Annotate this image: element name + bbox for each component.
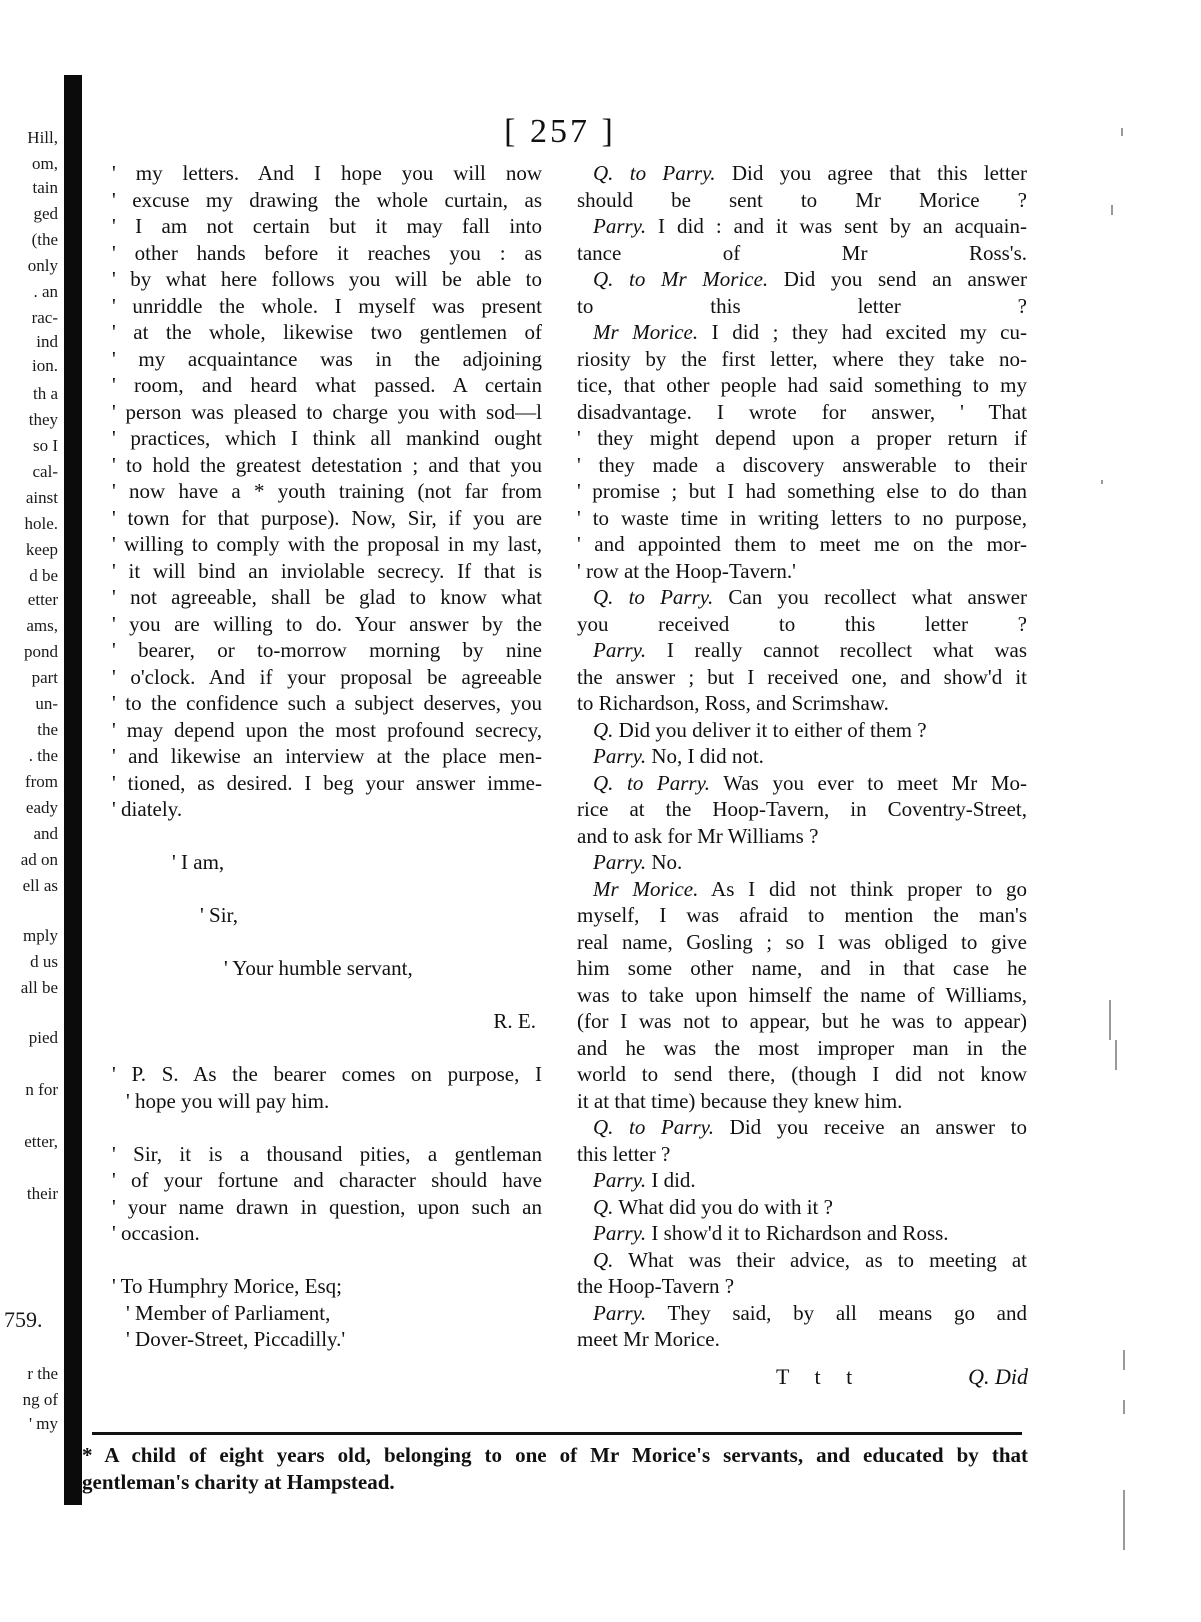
dialogue-text: (for I was not to appear, but he was to appear)	[577, 1009, 1027, 1033]
spacer	[112, 982, 542, 1009]
closing-sir: ' Sir,	[200, 903, 238, 927]
footnote-line: * A child of eight years old, belonging to one of Mr Morice's servants, and educated by that	[82, 1443, 1028, 1467]
dialogue-line	[577, 982, 1027, 1009]
letter-line: ' my acquaintance was in the adjoining	[112, 346, 542, 371]
bleed-text-line: ged	[33, 204, 58, 223]
bleed-text-line: om,	[32, 154, 58, 173]
dialogue-line	[577, 743, 1027, 770]
bleed-text-line: d us	[30, 952, 58, 971]
scan-mark	[1111, 205, 1113, 215]
bleed-text-line: keep	[25, 540, 58, 559]
bleed-text-line: pied	[28, 1028, 58, 1047]
letter-line: ' now have a * youth training (not far from	[112, 479, 542, 503]
bleed-text-line: 759.	[4, 1310, 43, 1330]
letter-line: ' of your fortune and character should have	[112, 1168, 542, 1192]
dialogue-text: I did ; they had excited my cu-	[698, 320, 1028, 344]
speaker-label: Parry.	[593, 850, 647, 874]
letter-paragraph	[112, 160, 542, 823]
dialogue-line	[577, 929, 1027, 956]
bleed-text-line: . an	[33, 282, 58, 301]
dialogue-line	[577, 1220, 1027, 1247]
dialogue-line	[577, 1088, 1027, 1115]
speaker-label: Q. to Parry.	[593, 161, 716, 185]
speaker-label: Parry.	[593, 744, 647, 768]
dialogue-text: and he was the most improper man in the	[577, 1035, 1027, 1060]
letter-line: ' diately.	[112, 797, 183, 821]
dialogue-line	[577, 319, 1027, 346]
footnote-rule	[92, 1432, 1022, 1435]
dialogue-line	[577, 531, 1027, 558]
letter-line: ' o'clock. And if your proposal be agreeable	[112, 664, 542, 689]
dialogue-text: Did you send an answer	[768, 267, 1027, 291]
letter-line: ' excuse my drawing the whole curtain, as	[112, 187, 542, 212]
scan-mark	[1121, 128, 1123, 136]
speaker-label: Q. to Mr Morice.	[593, 267, 769, 291]
bleed-text-line: ' my	[28, 1414, 58, 1433]
catchline	[776, 1364, 1028, 1394]
bleed-text-line: all be	[20, 978, 58, 997]
dialogue-line	[577, 1167, 1027, 1194]
postscript-line: ' P. S. As the bearer comes on purpose, I	[112, 1062, 542, 1086]
dialogue-line	[577, 637, 1027, 664]
dialogue-line	[577, 478, 1027, 505]
binding-spine-shadow	[64, 75, 82, 1505]
dialogue-text: What was their advice, as to meeting at	[613, 1247, 1027, 1272]
dialogue-line	[577, 717, 1027, 744]
bleed-text-line: and	[33, 824, 58, 843]
bleed-text-line: d be	[29, 566, 58, 585]
scan-mark	[1123, 1400, 1125, 1414]
dialogue-line	[577, 1326, 1027, 1353]
dialogue-line	[577, 876, 1027, 903]
address-line: ' Member of Parliament,	[126, 1300, 331, 1325]
bleed-text-line: hole.	[24, 514, 58, 533]
closing-servant: ' Your humble servant,	[224, 956, 413, 980]
letter-line: ' my letters. And I hope you will now	[112, 161, 542, 185]
letter-line: ' to the confidence such a subject deserves, you	[112, 691, 542, 715]
dialogue-text: Did you agree that this letter	[715, 161, 1027, 185]
signature: R. E.	[493, 1009, 536, 1033]
bleed-text-line: etter,	[24, 1132, 58, 1151]
dialogue-line	[577, 1300, 1027, 1327]
bleed-text-line: pond	[24, 642, 58, 661]
letter-line: ' Sir, it is a thousand pities, a gentleman	[112, 1141, 542, 1166]
spacer	[112, 1035, 542, 1062]
letter-line: ' you are willing to do. Your answer by the	[112, 611, 542, 636]
dialogue-text: tance of Mr Ross's.	[577, 240, 1027, 265]
dialogue-line	[577, 399, 1027, 426]
letter-line: ' your name drawn in question, upon such an	[112, 1194, 542, 1219]
dialogue-text: As I did not think proper to go	[698, 876, 1027, 901]
dialogue-text: riosity by the first letter, where they take no-	[577, 346, 1027, 371]
dialogue-text: No, I did not.	[646, 744, 764, 768]
dialogue-text: real name, Gosling ; so I was obliged to give	[577, 929, 1027, 954]
speaker-label: Q.	[593, 1247, 614, 1272]
right-column	[577, 160, 1027, 1353]
letter-line: ' not agreeable, shall be glad to know what	[112, 585, 542, 609]
dialogue-line	[577, 584, 1027, 611]
dialogue-text: disadvantage. I wrote for answer, ' That	[577, 399, 1027, 424]
dialogue-text: and to ask for Mr Williams ?	[577, 823, 819, 848]
dialogue-text: to Richardson, Ross, and Scrimshaw.	[577, 691, 889, 715]
dialogue-text: ' they might depend upon a proper return if	[577, 426, 1027, 450]
postscript-line: ' hope you will pay him.	[126, 1088, 330, 1113]
bleed-text-line: cal-	[32, 462, 58, 481]
dialogue-line	[577, 902, 1027, 929]
dialogue-text: ' and appointed them to meet me on the mor-	[577, 532, 1027, 556]
letter-line: ' occasion.	[112, 1221, 200, 1245]
dialogue-line	[577, 425, 1027, 452]
bleed-text-line: th a	[32, 384, 58, 403]
dialogue-text: rice at the Hoop-Tavern, in Coventry-Street,	[577, 797, 1027, 821]
scan-mark	[1123, 1350, 1125, 1370]
speaker-label: Q. to Parry.	[593, 585, 714, 609]
bleed-text-line: Hill,	[27, 128, 58, 147]
letter-line: ' other hands before it reaches you : as	[112, 240, 542, 265]
footnote-line: gentleman's charity at Hampstead.	[82, 1470, 395, 1494]
letter-line: ' room, and heard what passed. A certain	[112, 373, 542, 397]
bleed-text-line: ad on	[20, 850, 58, 869]
bleed-text-line: ng of	[22, 1390, 58, 1409]
letter-line: ' and likewise an interview at the place men-	[112, 744, 542, 768]
dialogue-line	[577, 770, 1027, 797]
dialogue-line	[577, 1194, 1027, 1221]
dialogue-text: They said, by all means go and	[646, 1300, 1027, 1325]
bleed-text-line: eady	[25, 798, 58, 817]
dialogue-line	[577, 346, 1027, 373]
dialogue-line	[577, 505, 1027, 532]
dialogue-text: I show'd it to Richardson and Ross.	[646, 1221, 949, 1245]
dialogue-line	[577, 240, 1027, 267]
dialogue-text: was to take upon himself the name of Williams,	[577, 982, 1027, 1007]
spacer	[112, 823, 542, 850]
letter-line: ' practices, which I think all mankind ought	[112, 426, 542, 450]
dialogue-line	[577, 372, 1027, 399]
scan-edge-marks	[1101, 0, 1201, 1622]
letter-line: ' bearer, or to-morrow morning by nine	[112, 638, 542, 662]
dialogue-line	[577, 160, 1027, 187]
dialogue-text: No.	[646, 850, 683, 874]
speaker-label: Q.	[593, 717, 614, 742]
catchword: Q. Did	[968, 1364, 1028, 1389]
address-line: ' Dover-Street, Piccadilly.'	[126, 1327, 346, 1351]
address-line: ' To Humphry Morice, Esq;	[112, 1274, 342, 1298]
dialogue-text: to this letter ?	[577, 293, 1027, 318]
dialogue-text: the Hoop-Tavern ?	[577, 1274, 735, 1298]
dialogue-text: world to send there, (though I did not know	[577, 1062, 1027, 1086]
dialogue-text: Can you recollect what answer	[713, 585, 1027, 609]
dialogue-text: myself, I was afraid to mention the man's	[577, 903, 1027, 927]
dialogue-line	[577, 1061, 1027, 1088]
dialogue-line	[577, 213, 1027, 240]
letter-line: ' it will bind an inviolable secrecy. If that is	[112, 558, 542, 583]
dialogue-text: the answer ; but I received one, and show'd it	[577, 664, 1027, 689]
page-number: [ 257 ]	[504, 113, 616, 150]
bleed-text-line: the	[37, 720, 58, 739]
scan-mark	[1101, 480, 1103, 484]
spacer	[112, 876, 542, 903]
speaker-label: Q. to Parry.	[593, 1115, 715, 1139]
dialogue-line	[577, 293, 1027, 320]
scan-mark	[1115, 1040, 1117, 1070]
bleed-text-line: ell as	[22, 876, 58, 895]
dialogue-line	[577, 1035, 1027, 1062]
speaker-label: Mr Morice.	[593, 320, 699, 344]
speaker-label: Q.	[593, 1194, 614, 1219]
letter-line: ' person was pleased to charge you with sod—l	[112, 399, 542, 424]
bleed-text-line: r the	[27, 1364, 58, 1383]
footnote	[82, 1442, 1028, 1496]
bleed-text-line: from	[24, 772, 58, 791]
dialogue-line	[577, 1247, 1027, 1274]
letter-line: ' tioned, as desired. I beg your answer imme-	[112, 770, 542, 795]
closing-i-am: ' I am,	[172, 850, 225, 874]
dialogue-line	[577, 558, 1027, 585]
dialogue-line	[577, 611, 1027, 638]
dialogue-line	[577, 690, 1027, 717]
bleed-text-line: their	[26, 1184, 58, 1203]
letter-line: ' may depend upon the most profound secrecy,	[112, 717, 542, 742]
letter-line: ' by what here follows you will be able to	[112, 267, 542, 291]
dialogue-text: Did you deliver it to either of them ?	[613, 717, 927, 742]
bleed-text-line: . the	[28, 746, 58, 765]
spacer	[112, 1114, 542, 1141]
speaker-label: Parry.	[593, 1168, 647, 1192]
bleed-text-line: un-	[35, 694, 58, 713]
letter-line: ' town for that purpose). Now, Sir, if you are	[112, 505, 542, 530]
bleed-text-line: ainst	[25, 488, 58, 507]
dialogue-text: this letter ?	[577, 1141, 671, 1166]
dialogue-line	[577, 849, 1027, 876]
speaker-label: Parry.	[593, 638, 647, 662]
dialogue-text: I did.	[646, 1168, 696, 1192]
bleed-text-line: they	[28, 410, 58, 429]
dialogue-line	[577, 823, 1027, 850]
dialogue-line	[577, 664, 1027, 691]
scan-mark	[1123, 1490, 1125, 1550]
speaker-label: Parry.	[593, 1300, 647, 1325]
dialogue-text: I did : and it was sent by an acquain-	[646, 214, 1027, 238]
dialogue-line	[577, 796, 1027, 823]
spacer	[112, 1247, 542, 1274]
bleed-text-line: rac-	[31, 308, 58, 327]
dialogue-text: meet Mr Morice.	[577, 1327, 720, 1351]
dialogue-line	[577, 1273, 1027, 1300]
signature-mark: T t t	[776, 1364, 863, 1389]
bleed-text-line: (the	[31, 230, 58, 249]
dialogue-text: Did you receive an answer to	[714, 1115, 1027, 1139]
dialogue-line	[577, 187, 1027, 214]
spacer	[112, 929, 542, 956]
bleed-text-line: part	[31, 668, 58, 687]
bleed-text-line: only	[27, 256, 58, 275]
bleed-text-line: ams,	[26, 616, 58, 635]
dialogue-text: ' they made a discovery answerable to their	[577, 452, 1027, 477]
dialogue-text: ' to waste time in writing letters to no purpose,	[577, 505, 1027, 530]
letter-line: ' unriddle the whole. I myself was present	[112, 293, 542, 318]
speaker-label: Mr Morice.	[593, 876, 699, 901]
bleed-text-line: n for	[25, 1080, 58, 1099]
bleed-text-line: ind	[36, 332, 58, 351]
dialogue-line	[577, 1141, 1027, 1168]
second-letter-paragraph	[112, 1141, 542, 1247]
left-column	[112, 160, 542, 1353]
dialogue-text: Was you ever to meet Mr Mo-	[710, 770, 1027, 795]
bleed-text-line: mply	[23, 926, 58, 945]
dialogue-text: you received to this letter ?	[577, 611, 1027, 636]
dialogue-text: What did you do with it ?	[613, 1194, 833, 1219]
bleed-text-line: etter	[27, 590, 58, 609]
dialogue-text: it at that time) because they knew him.	[577, 1088, 903, 1113]
letter-line: ' I am not certain but it may fall into	[112, 214, 542, 238]
bleed-text-line: tain	[32, 178, 58, 197]
dialogue-text: ' row at the Hoop-Tavern.'	[577, 558, 796, 583]
bleed-text-line: so I	[32, 436, 58, 455]
adjacent-page-bleed	[0, 0, 60, 1622]
speaker-label: Parry.	[593, 1221, 647, 1245]
letter-line: ' to hold the greatest detestation ; and that you	[112, 452, 542, 477]
bleed-text-line: ion.	[32, 356, 58, 375]
dialogue-line	[577, 955, 1027, 982]
dialogue-text: him some other name, and in that case he	[577, 956, 1027, 980]
dialogue-line	[577, 1114, 1027, 1141]
letter-line: ' at the whole, likewise two gentlemen of	[112, 320, 542, 344]
dialogue-line	[577, 266, 1027, 293]
speaker-label: Q. to Parry.	[593, 770, 711, 795]
scan-mark	[1109, 1000, 1111, 1040]
speaker-label: Parry.	[593, 214, 647, 238]
dialogue-line	[577, 1008, 1027, 1035]
dialogue-text: I really cannot recollect what was	[646, 638, 1027, 662]
dialogue-text: should be sent to Mr Morice ?	[577, 187, 1027, 212]
dialogue-text: ' promise ; but I had something else to do than	[577, 479, 1027, 503]
dialogue-text: tice, that other people had said something to my	[577, 373, 1027, 397]
dialogue-line	[577, 452, 1027, 479]
letter-line: ' willing to comply with the proposal in my last,	[112, 532, 542, 556]
